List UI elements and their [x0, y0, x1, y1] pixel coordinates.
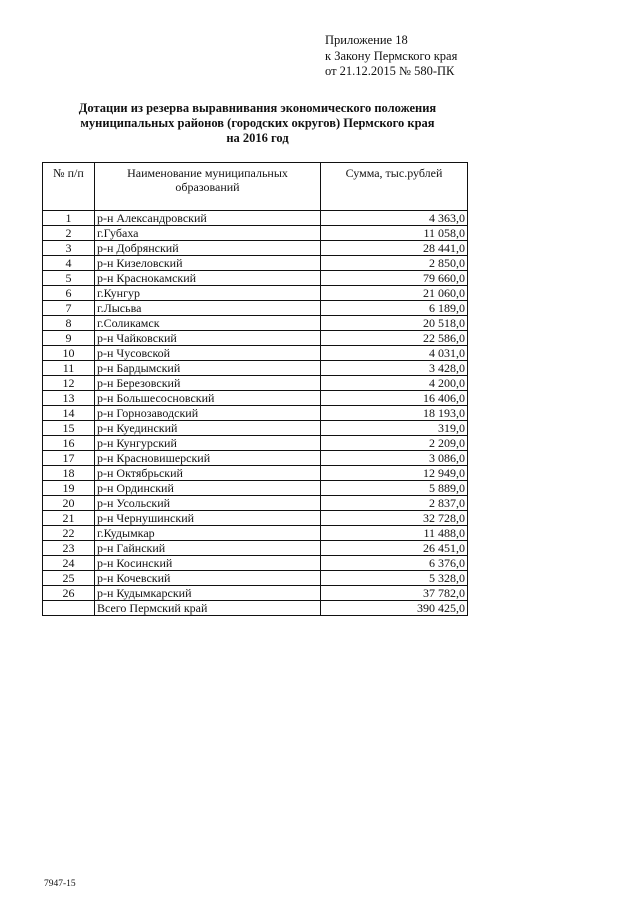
table-row — [43, 301, 468, 316]
row-number: 13 — [43, 391, 95, 406]
row-sum: 4 363,0 — [321, 211, 468, 226]
row-number: 18 — [43, 466, 95, 481]
row-name: р-н Косинский — [95, 556, 321, 571]
header-name: Наименование муниципальных образований — [95, 163, 321, 211]
table-row — [43, 406, 468, 421]
row-number: 21 — [43, 511, 95, 526]
row-sum: 20 518,0 — [321, 316, 468, 331]
table-row — [43, 331, 468, 346]
table-row — [43, 271, 468, 286]
row-sum: 12 949,0 — [321, 466, 468, 481]
row-sum: 21 060,0 — [321, 286, 468, 301]
table-row — [43, 571, 468, 586]
row-number: 4 — [43, 256, 95, 271]
row-number: 22 — [43, 526, 95, 541]
row-sum: 3 428,0 — [321, 361, 468, 376]
row-name: г.Кунгур — [95, 286, 321, 301]
table-total-row — [43, 601, 468, 616]
row-sum: 11 488,0 — [321, 526, 468, 541]
row-number: 11 — [43, 361, 95, 376]
title-line-3: на 2016 год — [226, 131, 289, 145]
row-sum: 22 586,0 — [321, 331, 468, 346]
table-row — [43, 451, 468, 466]
row-sum: 2 209,0 — [321, 436, 468, 451]
subsidy-table — [42, 162, 468, 616]
appendix-law: к Закону Пермского края — [325, 48, 458, 63]
table-row — [43, 256, 468, 271]
row-name: р-н Добрянский — [95, 241, 321, 256]
row-name: р-н Большесосновский — [95, 391, 321, 406]
row-sum: 18 193,0 — [321, 406, 468, 421]
table-row — [43, 481, 468, 496]
row-name: г.Соликамск — [95, 316, 321, 331]
row-number: 25 — [43, 571, 95, 586]
row-number: 8 — [43, 316, 95, 331]
row-name: р-н Чусовской — [95, 346, 321, 361]
table-row — [43, 526, 468, 541]
table-row — [43, 241, 468, 256]
table-row — [43, 346, 468, 361]
row-sum: 16 406,0 — [321, 391, 468, 406]
table-row — [43, 376, 468, 391]
row-number: 12 — [43, 376, 95, 391]
row-number: 14 — [43, 406, 95, 421]
row-number: 5 — [43, 271, 95, 286]
row-sum: 37 782,0 — [321, 586, 468, 601]
table-row — [43, 226, 468, 241]
table-row — [43, 496, 468, 511]
row-sum: 6 376,0 — [321, 556, 468, 571]
row-number: 2 — [43, 226, 95, 241]
row-name: р-н Краснокамский — [95, 271, 321, 286]
row-name: р-н Березовский — [95, 376, 321, 391]
row-sum: 2 837,0 — [321, 496, 468, 511]
row-name: г.Лысьва — [95, 301, 321, 316]
table-row — [43, 421, 468, 436]
row-number: 16 — [43, 436, 95, 451]
row-sum: 32 728,0 — [321, 511, 468, 526]
table-row — [43, 361, 468, 376]
header-sum: Сумма, тыс.рублей — [321, 163, 468, 211]
row-name: р-н Бардымский — [95, 361, 321, 376]
title-line-2: муниципальных районов (городских округов) Пермского края — [80, 116, 435, 130]
table-row — [43, 511, 468, 526]
row-sum: 5 889,0 — [321, 481, 468, 496]
row-sum: 4 031,0 — [321, 346, 468, 361]
row-number: 9 — [43, 331, 95, 346]
row-number: 3 — [43, 241, 95, 256]
row-number: 7 — [43, 301, 95, 316]
row-name: р-н Кунгурский — [95, 436, 321, 451]
row-name: р-н Ординский — [95, 481, 321, 496]
table-row — [43, 316, 468, 331]
row-sum: 28 441,0 — [321, 241, 468, 256]
table-row — [43, 286, 468, 301]
row-name: р-н Кизеловский — [95, 256, 321, 271]
row-name: г.Губаха — [95, 226, 321, 241]
row-name: р-н Усольский — [95, 496, 321, 511]
total-number-empty — [43, 601, 95, 616]
row-sum: 79 660,0 — [321, 271, 468, 286]
row-name: р-н Красновишерский — [95, 451, 321, 466]
header-number: № п/п — [43, 163, 95, 211]
table-row — [43, 436, 468, 451]
table-row — [43, 541, 468, 556]
row-name: р-н Кочевский — [95, 571, 321, 586]
table-body — [43, 211, 468, 616]
total-name: Всего Пермский край — [95, 601, 321, 616]
row-name: р-н Октябрьский — [95, 466, 321, 481]
row-number: 19 — [43, 481, 95, 496]
row-name: г.Кудымкар — [95, 526, 321, 541]
row-name: р-н Александровский — [95, 211, 321, 226]
table-row — [43, 556, 468, 571]
table-row — [43, 586, 468, 601]
row-sum: 26 451,0 — [321, 541, 468, 556]
table-row — [43, 391, 468, 406]
row-number: 26 — [43, 586, 95, 601]
appendix-date: от 21.12.2015 № 580-ПК — [325, 64, 455, 78]
row-name: р-н Гайнский — [95, 541, 321, 556]
row-number: 1 — [43, 211, 95, 226]
row-name: р-н Куединский — [95, 421, 321, 436]
row-name: р-н Кудымкарский — [95, 586, 321, 601]
row-sum: 6 189,0 — [321, 301, 468, 316]
row-sum: 4 200,0 — [321, 376, 468, 391]
row-sum: 11 058,0 — [321, 226, 468, 241]
document-code: 7947-15 — [44, 879, 76, 889]
row-name: р-н Чернушинский — [95, 511, 321, 526]
row-number: 6 — [43, 286, 95, 301]
row-sum: 3 086,0 — [321, 451, 468, 466]
appendix-number: Приложение 18 — [325, 33, 408, 47]
row-sum: 319,0 — [321, 421, 468, 436]
appendix-reference — [325, 33, 457, 80]
table-row — [43, 211, 468, 226]
title-line-1: Дотации из резерва выравнивания экономического положения — [78, 101, 437, 115]
table-header-row — [43, 163, 468, 211]
row-name: р-н Чайковский — [95, 331, 321, 346]
document-title — [60, 101, 455, 146]
row-number: 20 — [43, 496, 95, 511]
row-sum: 2 850,0 — [321, 256, 468, 271]
row-name: р-н Горнозаводский — [95, 406, 321, 421]
row-sum: 5 328,0 — [321, 571, 468, 586]
row-number: 15 — [43, 421, 95, 436]
total-sum: 390 425,0 — [321, 601, 468, 616]
row-number: 24 — [43, 556, 95, 571]
row-number: 10 — [43, 346, 95, 361]
table-row — [43, 466, 468, 481]
row-number: 17 — [43, 451, 95, 466]
row-number: 23 — [43, 541, 95, 556]
